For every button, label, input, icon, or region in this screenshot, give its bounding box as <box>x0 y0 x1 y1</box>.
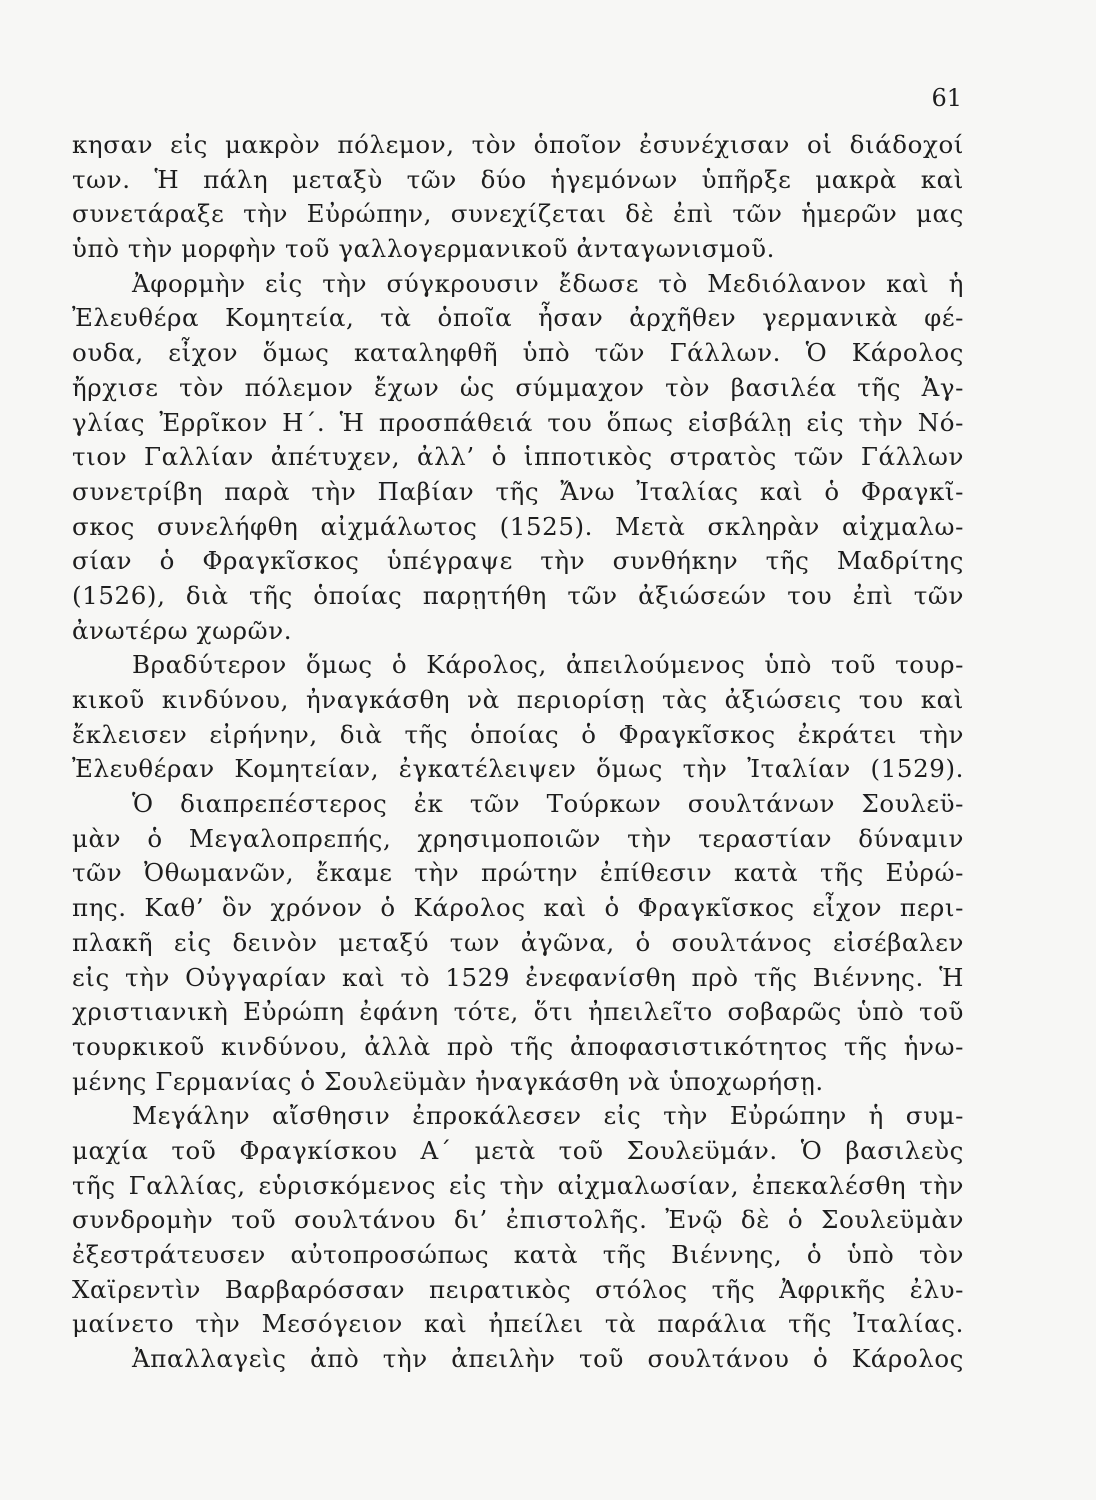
text-line: τῶν Ὀθωμανῶν, ἔκαμε τὴν πρώτην ἐπίθεσιν κατὰ τῆς Εὐρώ- <box>72 858 964 888</box>
text-line: τουρκικοῦ κινδύνου, ἀλλὰ πρὸ τῆς ἀποφασιστικότητος τῆς ἡνω- <box>72 1031 964 1061</box>
text-line: Ἐλευθέραν Κομητείαν, ἐγκατέλειψεν ὅμως τὴν Ἰταλίαν (1529). <box>72 754 964 784</box>
text-line: τιον Γαλλίαν ἀπέτυχεν, ἀλλ’ ὁ ἱπποτικὸς στρατὸς τῶν Γάλλων <box>72 442 964 472</box>
body-text <box>72 128 964 1377</box>
text-line: συνδρομὴν τοῦ σουλτάνου δι’ ἐπιστολῆς. Ἐνῷ δὲ ὁ Σουλεϋμὰν <box>72 1205 964 1235</box>
text-line: κησαν εἰς μακρὸν πόλεμον, τὸν ὁποῖον ἐσυνέχισαν οἱ διάδοχοί <box>72 130 964 159</box>
text-line: σίαν ὁ Φραγκῖσκος ὑπέγραψε τὴν συνθήκην τῆς Μαδρίτης <box>72 546 964 576</box>
text-line: συνετάραξε τὴν Εὐρώπην, συνεχίζεται δὲ ἐπὶ τῶν ἡμερῶν μας <box>72 199 964 229</box>
text-line: των. Ἡ πάλη μεταξὺ τῶν δύο ἡγεμόνων ὑπῆρξε μακρὰ καὶ <box>72 164 964 194</box>
text-line: πης. Καθ’ ὃν χρόνον ὁ Κάρολος καὶ ὁ Φραγκῖσκος εἶχον περι- <box>72 893 964 923</box>
text-line: μὰν ὁ Μεγαλοπρεπής, χρησιμοποιῶν τὴν τεραστίαν δύναμιν <box>72 823 964 853</box>
text-line: Ἀφορμὴν εἰς τὴν σύγκρουσιν ἔδωσε τὸ Μεδιόλανον καὶ ἡ <box>132 268 964 298</box>
text-line: μένης Γερμανίας ὁ Σουλεϋμὰν ἠναγκάσθη νὰ ὑποχωρήσῃ. <box>72 1066 824 1096</box>
text-line: σκος συνελήφθη αἰχμάλωτος (1525). Μετὰ σκληρὰν αἰχμαλω- <box>72 511 964 541</box>
text-line: μαχία τοῦ Φραγκίσκου Α΄ μετὰ τοῦ Σουλεϋμάν. Ὁ βασιλεὺς <box>72 1135 964 1165</box>
text-line: μαίνετο τὴν Μεσόγειον καὶ ἠπείλει τὰ παράλια τῆς Ἰταλίας. <box>72 1309 964 1339</box>
text-line: Ὁ διαπρεπέστερος ἐκ τῶν Τούρκων σουλτάνων Σουλεϋ- <box>132 789 964 819</box>
page-number: 61 <box>931 84 962 112</box>
text-line: πλακῆ εἰς δεινὸν μεταξύ των ἀγῶνα, ὁ σουλτάνος εἰσέβαλεν <box>72 927 964 957</box>
text-line: Ἀπαλλαγεὶς ἀπὸ τὴν ἀπειλὴν τοῦ σουλτάνου ὁ Κάρολος <box>132 1344 964 1374</box>
text-line: (1526), διὰ τῆς ὁποίας παρῃτήθη τῶν ἀξιώσεών του ἐπὶ τῶν <box>72 580 964 610</box>
text-line: ἔκλεισεν εἰρήνην, διὰ τῆς ὁποίας ὁ Φραγκῖσκος ἐκράτει τὴν <box>72 719 964 749</box>
text-line: συνετρίβη παρὰ τὴν Παβίαν τῆς Ἄνω Ἰταλίας καὶ ὁ Φραγκῖ- <box>72 476 964 506</box>
text-line: τῆς Γαλλίας, εὑρισκόμενος εἰς τὴν αἰχμαλωσίαν, ἐπεκαλέσθη τὴν <box>72 1170 964 1200</box>
text-line: ἀνωτέρω χωρῶν. <box>72 615 293 645</box>
text-line: ἤρχισε τὸν πόλεμον ἔχων ὡς σύμμαχον τὸν βασιλέα τῆς Ἀγ- <box>72 372 964 402</box>
text-line: χριστιανικὴ Εὐρώπη ἐφάνη τότε, ὅτι ἠπειλεῖτο σοβαρῶς ὑπὸ τοῦ <box>72 997 964 1027</box>
text-line: ουδα, εἶχον ὅμως καταληφθῆ ὑπὸ τῶν Γάλλων. Ὁ Κάρολος <box>72 338 964 368</box>
text-line: Μεγάλην αἴσθησιν ἐπροκάλεσεν εἰς τὴν Εὐρώπην ἡ συμ- <box>132 1101 964 1131</box>
text-line: εἰς τὴν Οὐγγαρίαν καὶ τὸ 1529 ἐνεφανίσθη πρὸ τῆς Βιέννης. Ἡ <box>72 962 964 992</box>
text-line: Ἐλευθέρα Κομητεία, τὰ ὁποῖα ἦσαν ἀρχῆθεν γερμανικὰ φέ- <box>72 303 964 333</box>
text-line: Χαϊρεντὶν Βαρβαρόσσαν πειρατικὸς στόλος τῆς Ἀφρικῆς ἐλυ- <box>72 1274 964 1304</box>
text-line: Βραδύτερον ὅμως ὁ Κάρολος, ἀπειλούμενος ὑπὸ τοῦ τουρ- <box>132 650 964 680</box>
text-line: ὑπὸ τὴν μορφὴν τοῦ γαλλογερμανικοῦ ἀνταγωνισμοῦ. <box>72 234 776 264</box>
text-line: κικοῦ κινδύνου, ἠναγκάσθη νὰ περιορίσῃ τὰς ἀξιώσεις του καὶ <box>72 685 964 714</box>
text-line: ἐξεστράτευσεν αὐτοπροσώπως κατὰ τῆς Βιέννης, ὁ ὑπὸ τὸν <box>72 1240 964 1269</box>
text-line: γλίας Ἐρρῖκον Η΄. Ἡ προσπάθειά του ὅπως εἰσβάλῃ εἰς τὴν Νό- <box>72 407 964 437</box>
